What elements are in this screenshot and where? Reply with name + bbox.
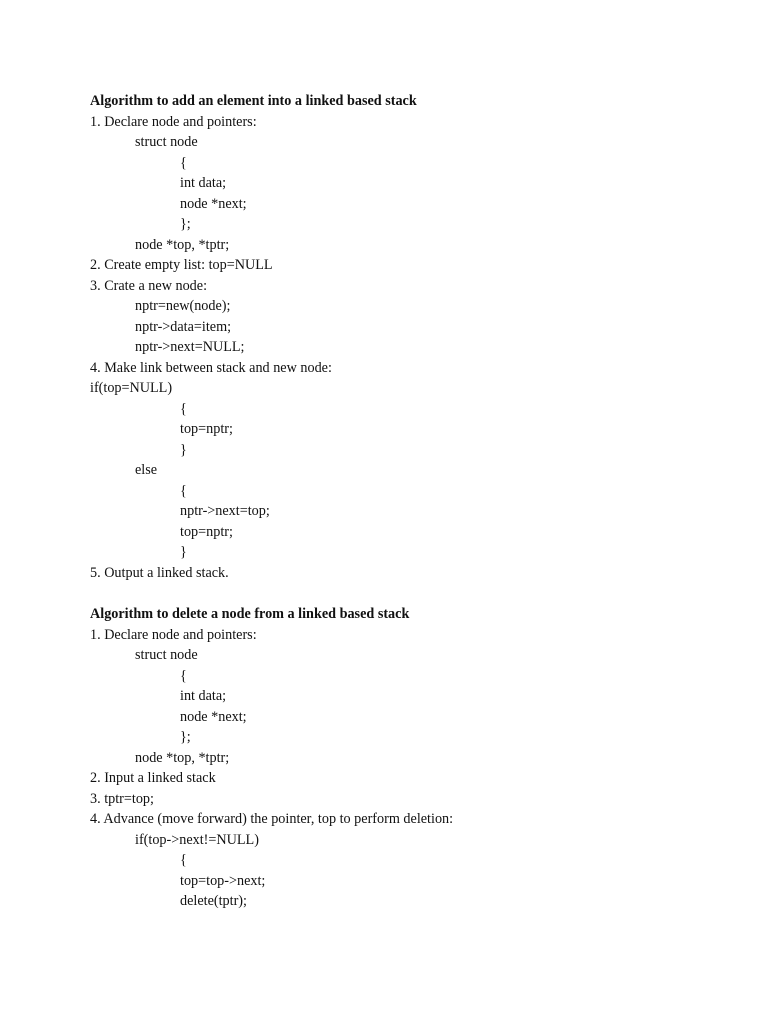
algorithm-line: struct node [135,647,198,663]
algorithm-line: 1. Declare node and pointers: [90,113,257,130]
algorithm-line: { [180,400,187,417]
algorithm-line: node *top, *tptr; [135,749,230,766]
algorithm-line: } [180,441,187,458]
algorithm-line: top=top->next; [180,872,266,889]
algorithm-line: delete(tptr); [180,893,247,909]
algorithm-line: if(top=NULL) [90,380,173,396]
algorithm-line: nptr=new(node); [135,298,231,314]
algorithm-line: node *top, *tptr; [135,236,230,253]
pop-algorithm-steps [90,625,730,912]
algorithm-line: else [135,462,158,478]
algorithm-line: { [180,482,187,499]
algorithm-line: top=nptr; [180,421,233,437]
algorithm-line: nptr->next=NULL; [135,339,245,355]
algorithm-line: 4. Advance (move forward) the pointer, top to perform deletion: [90,811,454,827]
push-algorithm-section [90,91,730,583]
algorithm-line: node *next; [180,708,247,725]
algorithm-line: 3. tptr=top; [90,790,154,807]
push-algorithm-steps [90,112,730,584]
push-algorithm-heading: Algorithm to add an element into a linked based stack [90,93,417,109]
algorithm-line: nptr->next=top; [180,503,270,519]
algorithm-line: 2. Input a linked stack [90,770,216,786]
algorithm-line: if(top->next!=NULL) [135,831,259,848]
algorithm-line: int data; [180,175,227,191]
algorithm-line: }; [180,729,191,745]
algorithm-line: { [180,667,187,684]
algorithm-line: 3. Crate a new node: [90,277,208,294]
algorithm-line: struct node [135,134,198,150]
algorithm-line: 4. Make link between stack and new node: [90,359,332,376]
algorithm-line: int data; [180,688,227,704]
pop-algorithm-heading: Algorithm to delete a node from a linked based stack [90,606,410,622]
pop-algorithm-section [90,604,730,912]
algorithm-line: }; [180,216,191,232]
algorithm-line: 1. Declare node and pointers: [90,626,257,643]
algorithm-line: 2. Create empty list: top=NULL [90,257,273,273]
algorithm-line: nptr->data=item; [135,318,232,335]
algorithm-line: top=nptr; [180,523,233,540]
algorithm-line: 5. Output a linked stack. [90,564,229,581]
algorithm-line: { [180,852,187,868]
algorithm-line: } [180,544,187,560]
algorithm-line: node *next; [180,195,247,212]
algorithm-line: { [180,154,187,171]
